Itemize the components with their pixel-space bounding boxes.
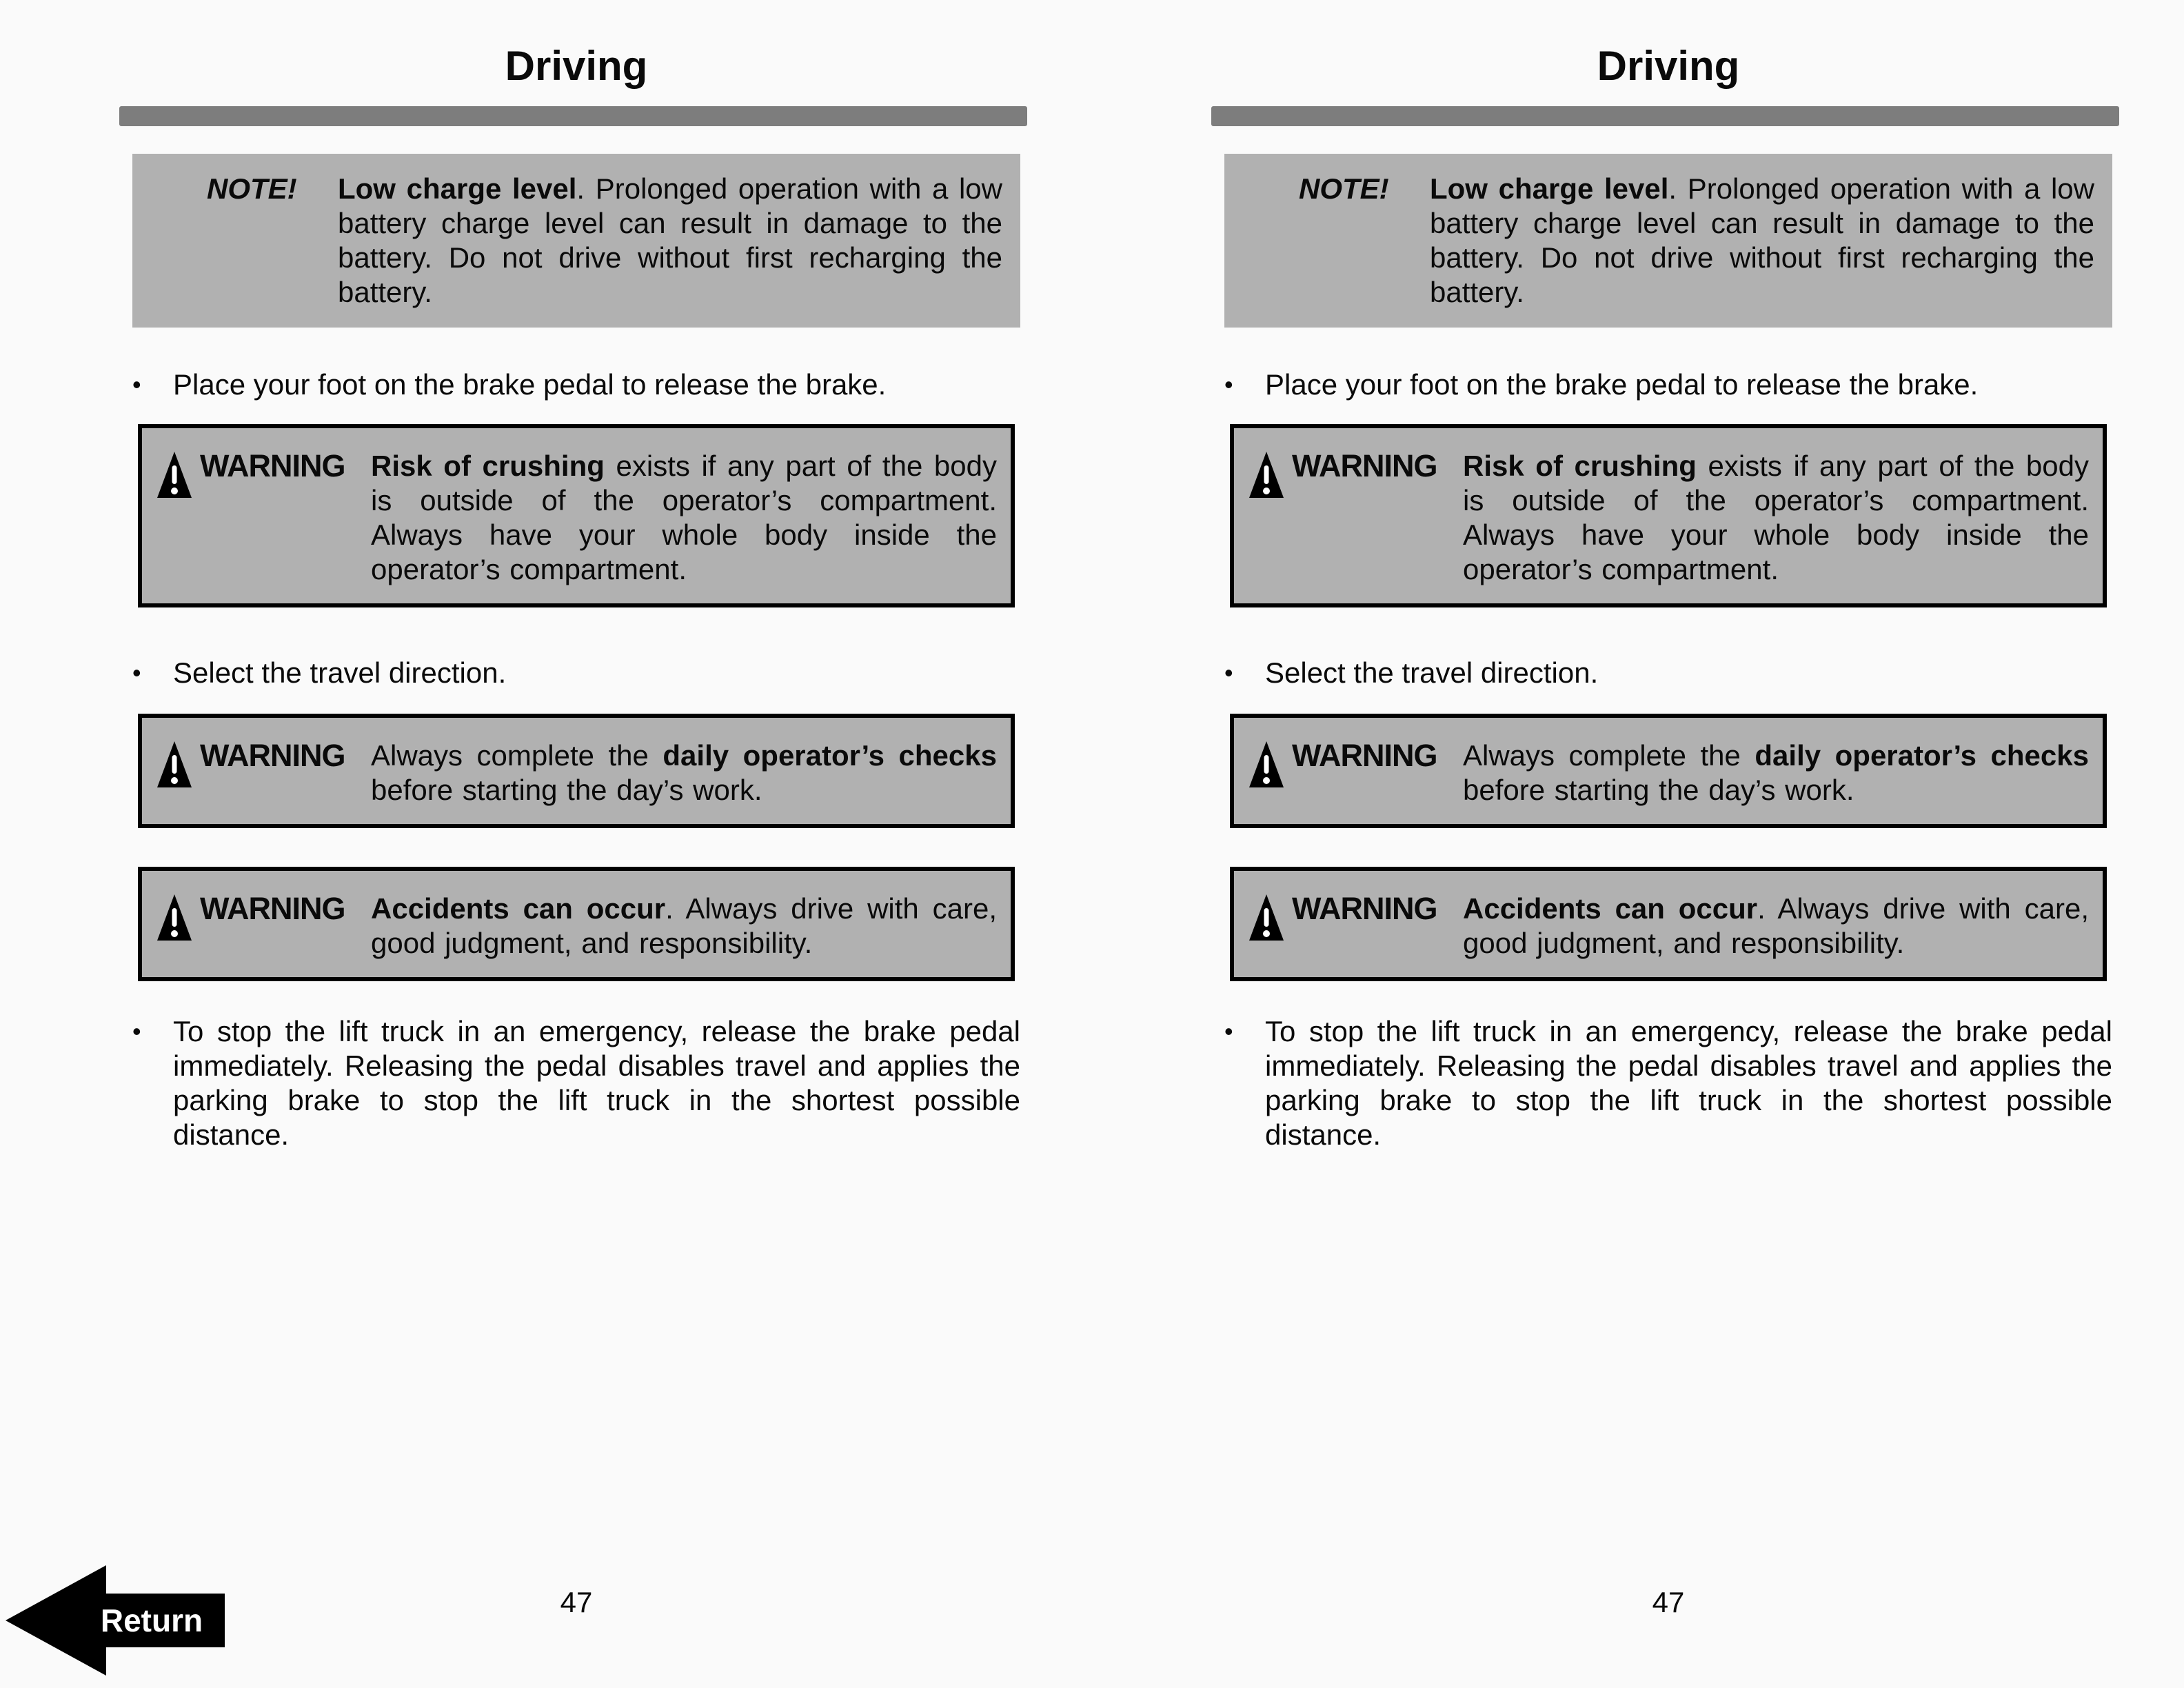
warning-header: [156, 449, 371, 587]
warning-box-crushing: [1230, 424, 2107, 607]
left-arrow-icon: [6, 1556, 226, 1685]
warning-rest-text: . Always drive with care, good judgment, and responsibility.: [1463, 892, 2089, 959]
note-label: NOTE!: [207, 172, 297, 205]
bullet-item-emergency-stop: [1224, 1014, 2112, 1152]
warning-triangle-icon: [156, 740, 193, 790]
warning-label: WARNING: [1292, 891, 1437, 926]
warning-body-text: [371, 449, 997, 587]
warning-rest-text: before starting the day’s work.: [1463, 774, 1854, 806]
title-underline-bar: [119, 106, 1027, 126]
warning-header: [156, 892, 371, 961]
bullet-text: Place your foot on the brake pedal to release the brake.: [1265, 368, 1979, 401]
page-number: 47: [560, 1586, 593, 1618]
warning-body-text: [1463, 449, 2089, 587]
return-button[interactable]: [6, 1556, 226, 1685]
page-right: [1092, 0, 2184, 1688]
warning-bold-text: Accidents can occur: [1463, 892, 1758, 925]
return-label: Return: [100, 1602, 203, 1638]
warning-label: WARNING: [1292, 448, 1437, 483]
note-bold-text: Low charge level: [1430, 172, 1669, 205]
warning-pre-text: Always complete the: [371, 739, 663, 772]
warning-header: [156, 738, 371, 807]
note-rest-text: . Prolonged operation with a low battery charge level can result in damage to the battery. Do not drive without first recharging the battery.: [1430, 172, 2094, 308]
title-underline-bar: [1211, 106, 2119, 126]
bullet-text: Place your foot on the brake pedal to release the brake.: [173, 368, 887, 401]
note-rest-text: . Prolonged operation with a low battery charge level can result in damage to the battery. Do not drive without first recharging the battery.: [338, 172, 1002, 308]
note-bold-text: Low charge level: [338, 172, 577, 205]
bullet-text: Select the travel direction.: [1265, 656, 1599, 689]
warning-body-text: [1463, 892, 2089, 961]
warning-rest-text: exists if any part of the body is outside of the operator’s compartment. Always have your whole body inside the operator’s compartment.: [1463, 450, 2089, 585]
note-box: [1224, 154, 2112, 328]
warning-header: [1248, 738, 1463, 807]
warning-body-text: [371, 892, 997, 961]
warning-box-daily-checks: [1230, 714, 2107, 828]
warning-label: WARNING: [200, 738, 345, 773]
bullet-item-brake-pedal: [1224, 368, 2112, 402]
warning-label: WARNING: [200, 891, 345, 926]
warning-rest-text: before starting the day’s work.: [371, 774, 762, 806]
bullet-icon: •: [132, 370, 141, 399]
warning-triangle-icon: [1248, 450, 1285, 500]
warning-label: WARNING: [200, 448, 345, 483]
warning-box-accidents: [138, 867, 1015, 981]
bullet-item-travel-direction: [1224, 656, 2112, 690]
warning-body-text: [1463, 738, 2089, 807]
page-title: Driving: [1597, 43, 1740, 89]
bullet-icon: •: [132, 659, 141, 687]
warning-box-daily-checks: [138, 714, 1015, 828]
note-box: [132, 154, 1020, 328]
warning-bold-text: daily operator’s checks: [1755, 739, 2089, 772]
bullet-text: To stop the lift truck in an emergency, release the brake pedal immediately. Releasing the pedal disables travel and applies the parking brake to stop the lift truck in the shortest possible distance.: [173, 1015, 1020, 1151]
warning-triangle-icon: [156, 893, 193, 943]
warning-bold-text: Risk of crushing: [371, 450, 605, 482]
warning-rest-text: exists if any part of the body is outside of the operator’s compartment. Always have your whole body inside the operator’s compartment.: [371, 450, 997, 585]
warning-header: [1248, 892, 1463, 961]
warning-box-accidents: [1230, 867, 2107, 981]
warning-header: [1248, 449, 1463, 587]
warning-triangle-icon: [1248, 740, 1285, 790]
bullet-icon: •: [132, 1017, 141, 1045]
bullet-icon: •: [1224, 370, 1233, 399]
bullet-item-travel-direction: [132, 656, 1020, 690]
warning-bold-text: daily operator’s checks: [663, 739, 997, 772]
bullet-item-brake-pedal: [132, 368, 1020, 402]
warning-rest-text: . Always drive with care, good judgment, and responsibility.: [371, 892, 997, 959]
bullet-icon: •: [1224, 1017, 1233, 1045]
note-body-text: [338, 172, 1002, 310]
page-title: Driving: [505, 43, 648, 89]
warning-pre-text: Always complete the: [1463, 739, 1755, 772]
warning-bold-text: Risk of crushing: [1463, 450, 1697, 482]
bullet-item-emergency-stop: [132, 1014, 1020, 1152]
bullet-text: To stop the lift truck in an emergency, release the brake pedal immediately. Releasing the pedal disables travel and applies the parking brake to stop the lift truck in the shortest possible distance.: [1265, 1015, 2112, 1151]
note-body-text: [1430, 172, 2094, 310]
note-label: NOTE!: [1299, 172, 1389, 205]
warning-bold-text: Accidents can occur: [371, 892, 666, 925]
bullet-icon: •: [1224, 659, 1233, 687]
warning-box-crushing: [138, 424, 1015, 607]
warning-body-text: [371, 738, 997, 807]
page-number: 47: [1652, 1586, 1685, 1618]
bullet-text: Select the travel direction.: [173, 656, 507, 689]
warning-triangle-icon: [1248, 893, 1285, 943]
warning-triangle-icon: [156, 450, 193, 500]
warning-label: WARNING: [1292, 738, 1437, 773]
